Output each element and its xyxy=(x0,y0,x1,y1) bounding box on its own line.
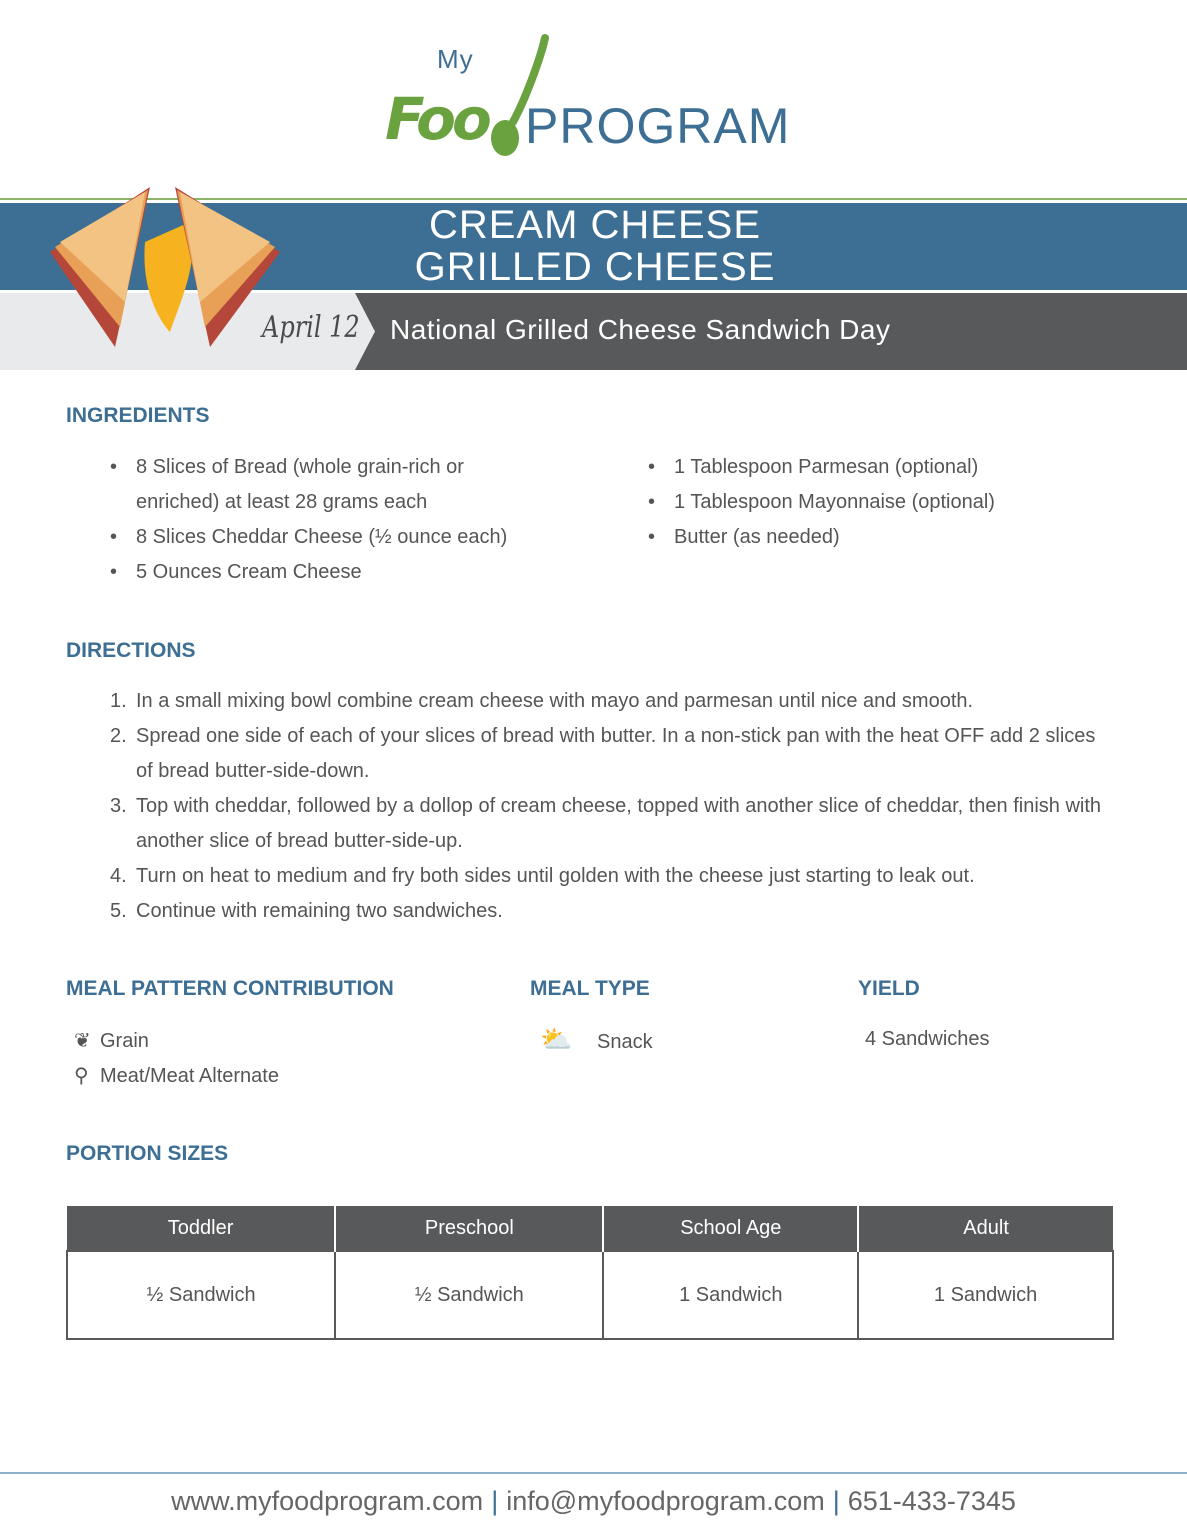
subtitle: National Grilled Cheese Sandwich Day xyxy=(390,314,891,345)
directions-list xyxy=(110,684,1106,929)
wheat-icon: ❦ xyxy=(74,1030,91,1052)
drumstick-icon: ⚲ xyxy=(74,1065,89,1087)
date-label: April 12 xyxy=(262,310,360,345)
ingredient-item: • 5 Ounces Cream Cheese xyxy=(110,561,362,583)
title-line-2: GRILLED CHEESE xyxy=(414,245,776,289)
email-link[interactable]: info@myfoodprogram.com xyxy=(506,1486,825,1516)
column-header: Preschool xyxy=(335,1206,603,1251)
phone-number: 651-433-7345 xyxy=(847,1486,1016,1516)
table-cell: ½ Sandwich xyxy=(335,1251,603,1339)
recipe-title xyxy=(300,204,890,288)
title-line-1: CREAM CHEESE xyxy=(428,203,762,247)
sun-cloud-icon: ⛅ xyxy=(540,1024,573,1054)
logo-program: PROGRAM xyxy=(525,98,791,154)
footer: www.myfoodprogram.com | info@myfoodprogram.com | 651-433-7345 xyxy=(171,1486,1016,1516)
ingredients-left xyxy=(110,450,536,590)
logo-my: My xyxy=(437,44,474,74)
table-cell: 1 Sandwich xyxy=(603,1251,858,1339)
portion-sizes-heading: PORTION SIZES xyxy=(66,1142,229,1165)
ingredients-heading: INGREDIENTS xyxy=(66,404,210,427)
ingredient-item: • 8 Slices of Bread (whole grain-rich or enriched) at least 28 grams each xyxy=(110,456,464,513)
meal-pattern-item: ❦ Grain xyxy=(74,1024,279,1059)
grilled-cheese-image xyxy=(40,182,290,352)
direction-step: 4. Turn on heat to medium and fry both sides until golden with the cheese just starting to leak out. xyxy=(110,865,975,887)
meal-pattern-item: ⚲ Meat/Meat Alternate xyxy=(74,1059,279,1094)
ingredient-item: • 1 Tablespoon Parmesan (optional) xyxy=(648,456,979,478)
yield-value: 4 Sandwiches xyxy=(865,1028,990,1050)
ingredient-item: • 8 Slices Cheddar Cheese (½ ounce each) xyxy=(110,526,508,548)
brand-logo xyxy=(385,30,815,165)
website-link[interactable]: www.myfoodprogram.com xyxy=(171,1486,484,1516)
direction-step: 2. Spread one side of each of your slices of bread with butter. In a non-stick pan with the heat OFF add 2 slices of bread butter-side-down. xyxy=(110,725,1096,782)
column-header: School Age xyxy=(603,1206,858,1251)
table-row xyxy=(67,1251,1113,1339)
footer-divider xyxy=(0,1472,1187,1474)
column-header: Adult xyxy=(858,1206,1113,1251)
yield-heading: YIELD xyxy=(858,977,920,1000)
ingredients-right xyxy=(648,450,1094,555)
direction-step: 3. Top with cheddar, followed by a dollop of cream cheese, topped with another slice of cheddar, then finish with another slice of bread butter-side-up. xyxy=(110,795,1102,852)
table-header-row xyxy=(67,1206,1113,1251)
meal-type: ⛅ Snack xyxy=(540,1022,653,1060)
meal-type-heading: MEAL TYPE xyxy=(530,977,650,1000)
logo-food: Foo xyxy=(385,85,488,153)
directions-heading: DIRECTIONS xyxy=(66,639,196,662)
table-cell: ½ Sandwich xyxy=(67,1251,335,1339)
column-header: Toddler xyxy=(67,1206,335,1251)
ingredient-item: • 1 Tablespoon Mayonnaise (optional) xyxy=(648,491,995,513)
direction-step: 5. Continue with remaining two sandwiches. xyxy=(110,900,503,922)
portion-table xyxy=(66,1206,1114,1340)
table-cell: 1 Sandwich xyxy=(858,1251,1113,1339)
direction-step: 1. In a small mixing bowl combine cream cheese with mayo and parmesan until nice and smooth. xyxy=(110,690,974,712)
meal-pattern-heading: MEAL PATTERN CONTRIBUTION xyxy=(66,977,394,1000)
ingredient-item: • Butter (as needed) xyxy=(648,526,840,548)
meal-pattern-list xyxy=(74,1024,279,1094)
